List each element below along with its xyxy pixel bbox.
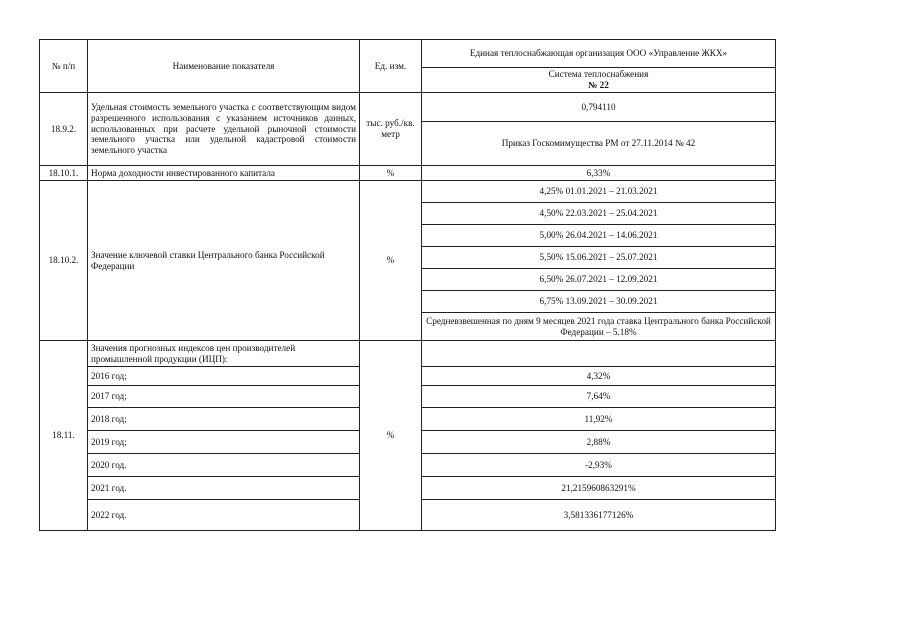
row-value: 6,33% <box>422 166 776 181</box>
row-num: 18.9.2. <box>40 93 88 166</box>
rate-value: 5,50% 15.06.2021 – 25.07.2021 <box>422 247 776 269</box>
row-name: Значение ключевой ставки Центрального банка Российской Федерации <box>88 181 360 341</box>
row-num: 18.11. <box>40 341 88 531</box>
table-row <box>40 181 776 203</box>
row-name: Удельная стоимость земельного участка с соответствующим видом разрешенного использования с указанием источников данных, использованных при расчете удельной рыночной стоимости земельного участка или удельной кадастровой стоимости земельного участка <box>88 93 360 166</box>
header-org: Единая теплоснабжающая организация ООО «Управление ЖКХ» <box>422 40 776 68</box>
row-unit: % <box>360 341 422 531</box>
rate-value: 4,25% 01.01.2021 – 21.03.2021 <box>422 181 776 203</box>
rate-value: 6,50% 26.07.2021 – 12.09.2021 <box>422 269 776 291</box>
row-value-empty <box>422 341 776 367</box>
year-value: 21,215960863291% <box>422 477 776 500</box>
header-system <box>422 68 776 93</box>
year-label: 2022 год. <box>88 500 360 531</box>
year-value: 2,88% <box>422 431 776 454</box>
row-num: 18.10.2. <box>40 181 88 341</box>
row-value: 0,794110 <box>422 93 776 122</box>
row-name: Значения прогнозных индексов цен производителей промышленной продукции (ИЦП): <box>88 341 360 367</box>
rate-value: 4,50% 22.03.2021 – 25.04.2021 <box>422 203 776 225</box>
indicators-table <box>39 39 776 531</box>
year-label: 2021 год. <box>88 477 360 500</box>
year-value: 4,32% <box>422 367 776 386</box>
header-num: № п/п <box>40 40 88 93</box>
header-system-num: № 22 <box>588 80 609 90</box>
row-name: Норма доходности инвестированного капитала <box>88 166 360 181</box>
table-row <box>40 166 776 181</box>
row-unit: % <box>360 166 422 181</box>
year-value: 3,581336177126% <box>422 500 776 531</box>
rate-value: 6,75% 13.09.2021 – 30.09.2021 <box>422 291 776 313</box>
year-label: 2019 год; <box>88 431 360 454</box>
table-row <box>40 341 776 367</box>
table-row <box>40 93 776 122</box>
year-value: 7,64% <box>422 386 776 408</box>
row-unit: тыс. руб./кв. метр <box>360 93 422 166</box>
header-system-label: Система теплоснабжения <box>548 69 649 80</box>
year-label: 2016 год; <box>88 367 360 386</box>
row-source: Приказ Госкомимущества РМ от 27.11.2014 № 42 <box>422 122 776 166</box>
header-unit: Ед. изм. <box>360 40 422 93</box>
year-label: 2020 год. <box>88 454 360 477</box>
row-num: 18.10.1. <box>40 166 88 181</box>
rate-average: Средневзвешенная по дням 9 месяцев 2021 года ставка Центрального банка Российской Федерации – 5.18% <box>422 313 776 341</box>
row-unit: % <box>360 181 422 341</box>
year-value: -2,93% <box>422 454 776 477</box>
header-name: Наименование показателя <box>88 40 360 93</box>
year-label: 2018 год; <box>88 408 360 431</box>
rate-value: 5,00% 26.04.2021 – 14.06.2021 <box>422 225 776 247</box>
year-label: 2017 год; <box>88 386 360 408</box>
year-value: 11,92% <box>422 408 776 431</box>
header-row <box>40 40 776 68</box>
